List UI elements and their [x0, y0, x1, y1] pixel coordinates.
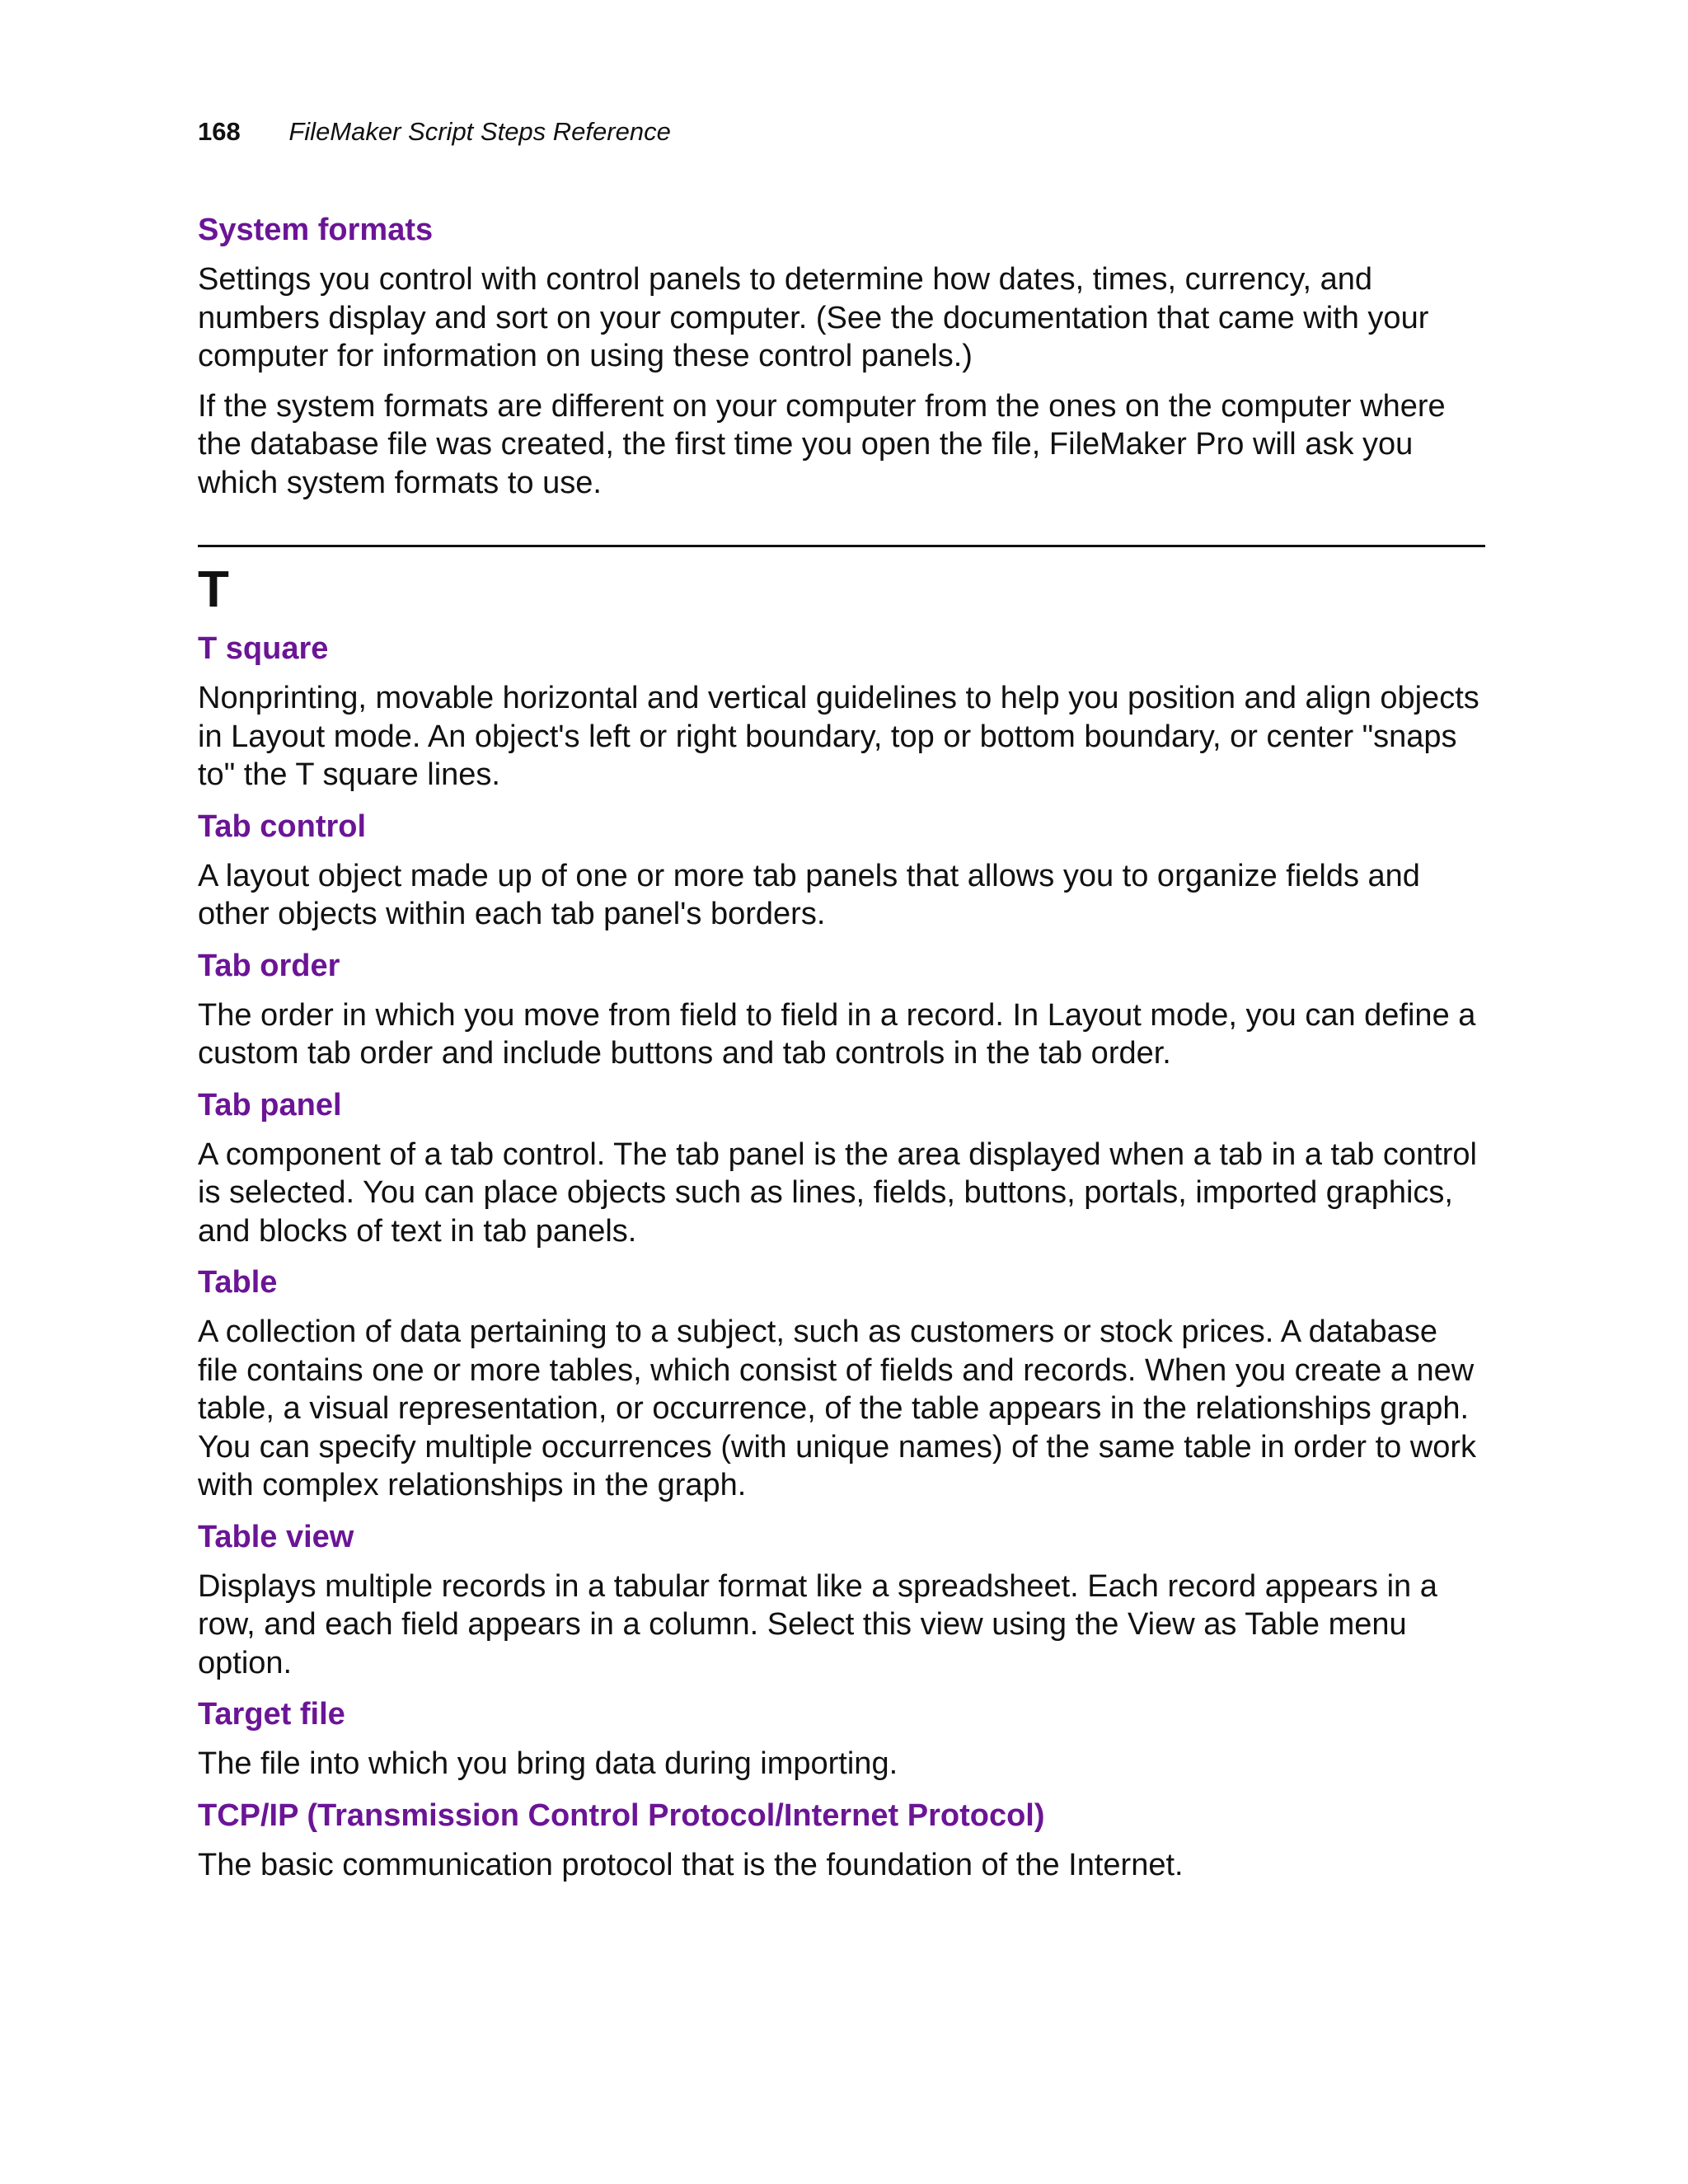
glossary-term: Target file [198, 1697, 345, 1732]
glossary-definition: The file into which you bring data during importing. [198, 1746, 898, 1781]
glossary-term: Tab order [198, 948, 340, 983]
glossary-term: Table view [198, 1519, 354, 1554]
glossary-definition: The basic communication protocol that is the foundation of the Internet. [198, 1847, 1184, 1882]
glossary-entry [198, 1262, 1485, 1505]
running-header [198, 115, 671, 148]
glossary-definition: Displays multiple records in a tabular format like a spreadsheet. Each record appears in a row, and each field appears in a column. Select this view using the View as Table menu option. [198, 1568, 1437, 1680]
glossary-term: Tab control [198, 808, 367, 844]
glossary-entry [198, 1516, 1485, 1683]
glossary-entry [198, 1795, 1485, 1885]
glossary-term: Table [198, 1265, 278, 1300]
glossary-term: TCP/IP (Transmission Control Protocol/Internet Protocol) [198, 1797, 1045, 1833]
glossary-definition: If the system formats are different on your computer from the ones on the computer where the database file was created, the first time you open the file, FileMaker Pro will ask you which system formats to use. [198, 388, 1446, 500]
glossary-definition: A collection of data pertaining to a subject, such as customers or stock prices. A database file contains one or more tables, which consist of fields and records. When you create a new table, a visual representation, or occurrence, of the table appears in the relationships graph. You can specify multiple occurrences (with unique names) of the same table in order to work with complex relationships in the graph. [198, 1315, 1477, 1502]
glossary-entry [198, 209, 1485, 502]
glossary-entry [198, 806, 1485, 934]
glossary-definition: Nonprinting, movable horizontal and vertical guidelines to help you position and align objects in Layout mode. An object's left or right boundary, top or bottom boundary, or center "snaps to" the T square lines. [198, 681, 1479, 792]
glossary-entry [198, 945, 1485, 1073]
glossary-definition: A layout object made up of one or more tab panels that allows you to organize fields and other objects within each tab panel's borders. [198, 858, 1420, 931]
page-number: 168 [198, 117, 241, 146]
glossary-entry [198, 1085, 1485, 1251]
glossary-definition: Settings you control with control panels to determine how dates, times, currency, and numbers display and sort on your computer. (See the documentation that came with your computer for information on using these control panels.) [198, 262, 1429, 373]
glossary-entry [198, 628, 1485, 794]
glossary-entry [198, 1694, 1485, 1783]
glossary-term: Tab panel [198, 1087, 342, 1122]
section-letter: T [198, 561, 229, 618]
glossary-term: T square [198, 631, 329, 666]
running-header-title: FileMaker Script Steps Reference [288, 117, 671, 146]
glossary-term: System formats [198, 213, 434, 247]
glossary-content [198, 209, 1485, 1896]
glossary-definition: The order in which you move from field to field in a record. In Layout mode, you can define a custom tab order and include buttons and tab controls in the tab order. [198, 997, 1476, 1071]
glossary-definition: A component of a tab control. The tab panel is the area displayed when a tab in a tab control is selected. You can place objects such as lines, fields, buttons, portals, imported graphics, and blocks of text in tab panels. [198, 1137, 1477, 1249]
section-divider [198, 545, 1485, 547]
